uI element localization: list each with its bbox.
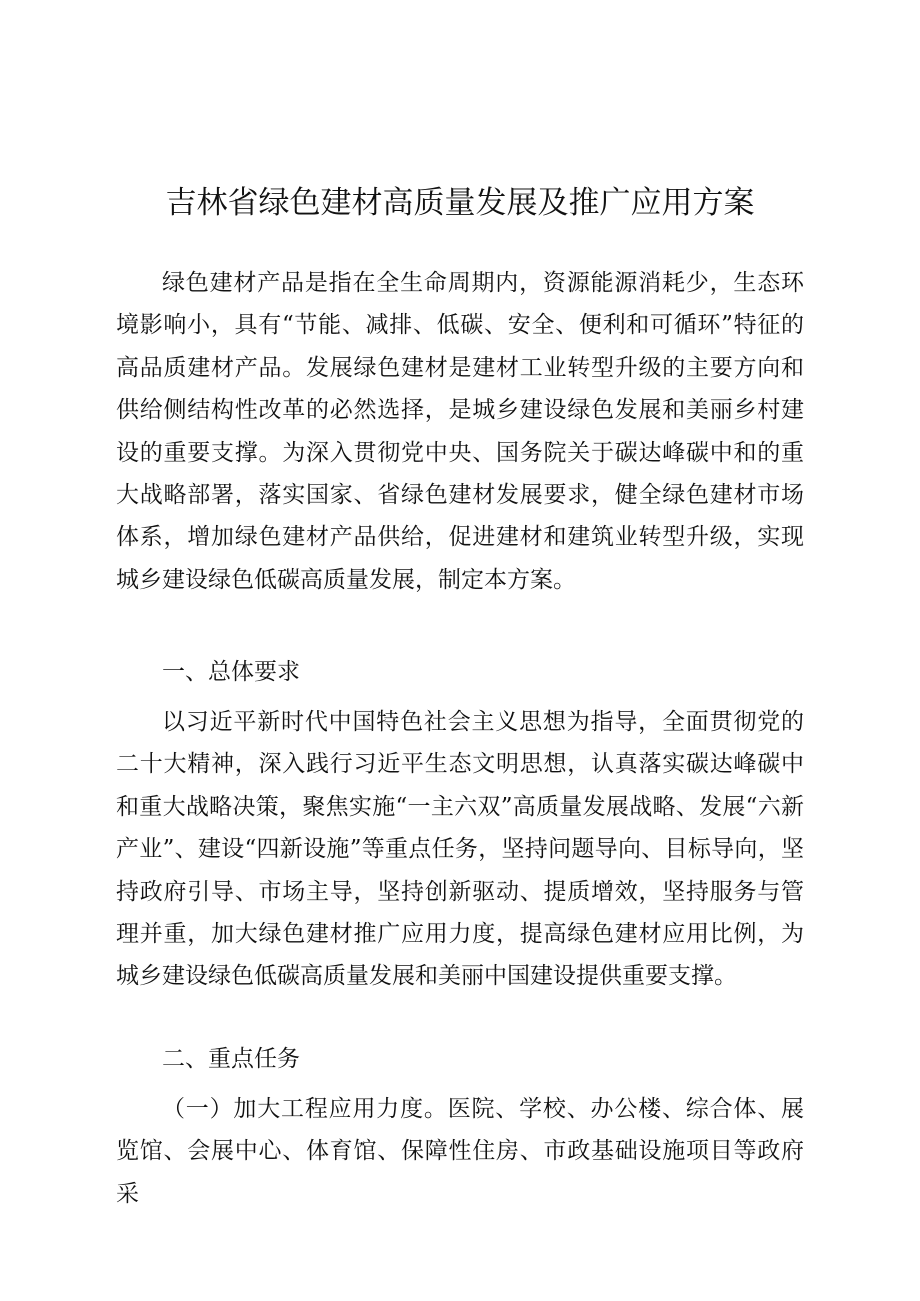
section-heading-key-tasks: 二、重点任务: [162, 1046, 300, 1072]
general-requirements-paragraph: 以习近平新时代中国特色社会主义思想为指导，全面贯彻党的二十大精神，深入践行习近平生态文明思想，认真落实碳达峰碳中和重大战略决策，聚焦实施“一主六双”高质量发展战略、发展“六新产业”、建设“四新设施”等重点任务，坚持问题导向、目标导向，坚持政府引导、市场主导，坚持创新驱动、提质增效，坚持服务与管理并重，加大绿色建材推广应用力度，提高绿色建材应用比例，为城乡建设绿色低碳高质量发展和美丽中国建设提供重要支撑。: [116, 709, 804, 990]
intro-paragraph: 绿色建材产品是指在全生命周期内，资源能源消耗少，生态环境影响小，具有“节能、减排、低碳、安全、便利和可循环”特征的高品质建材产品。发展绿色建材是建材工业转型升级的主要方向和供给侧结构性改革的必然选择，是城乡建设绿色发展和美丽乡村建设的重要支撑。为深入贯彻党中央、国务院关于碳达峰碳中和的重大战略部署，落实国家、省绿色建材发展要求，健全绿色建材市场体系，增加绿色建材产品供给，促进建材和建筑业转型升级，实现城乡建设绿色低碳高质量发展，制定本方案。: [116, 270, 804, 593]
key-tasks-paragraph: （一）加大工程应用力度。医院、学校、办公楼、综合体、展览馆、会展中心、体育馆、保障性住房、市政基础设施项目等政府采: [116, 1096, 804, 1207]
document-title: 吉林省绿色建材高质量发展及推广应用方案: [165, 185, 755, 221]
section-heading-general-requirements: 一、总体要求: [162, 659, 300, 685]
